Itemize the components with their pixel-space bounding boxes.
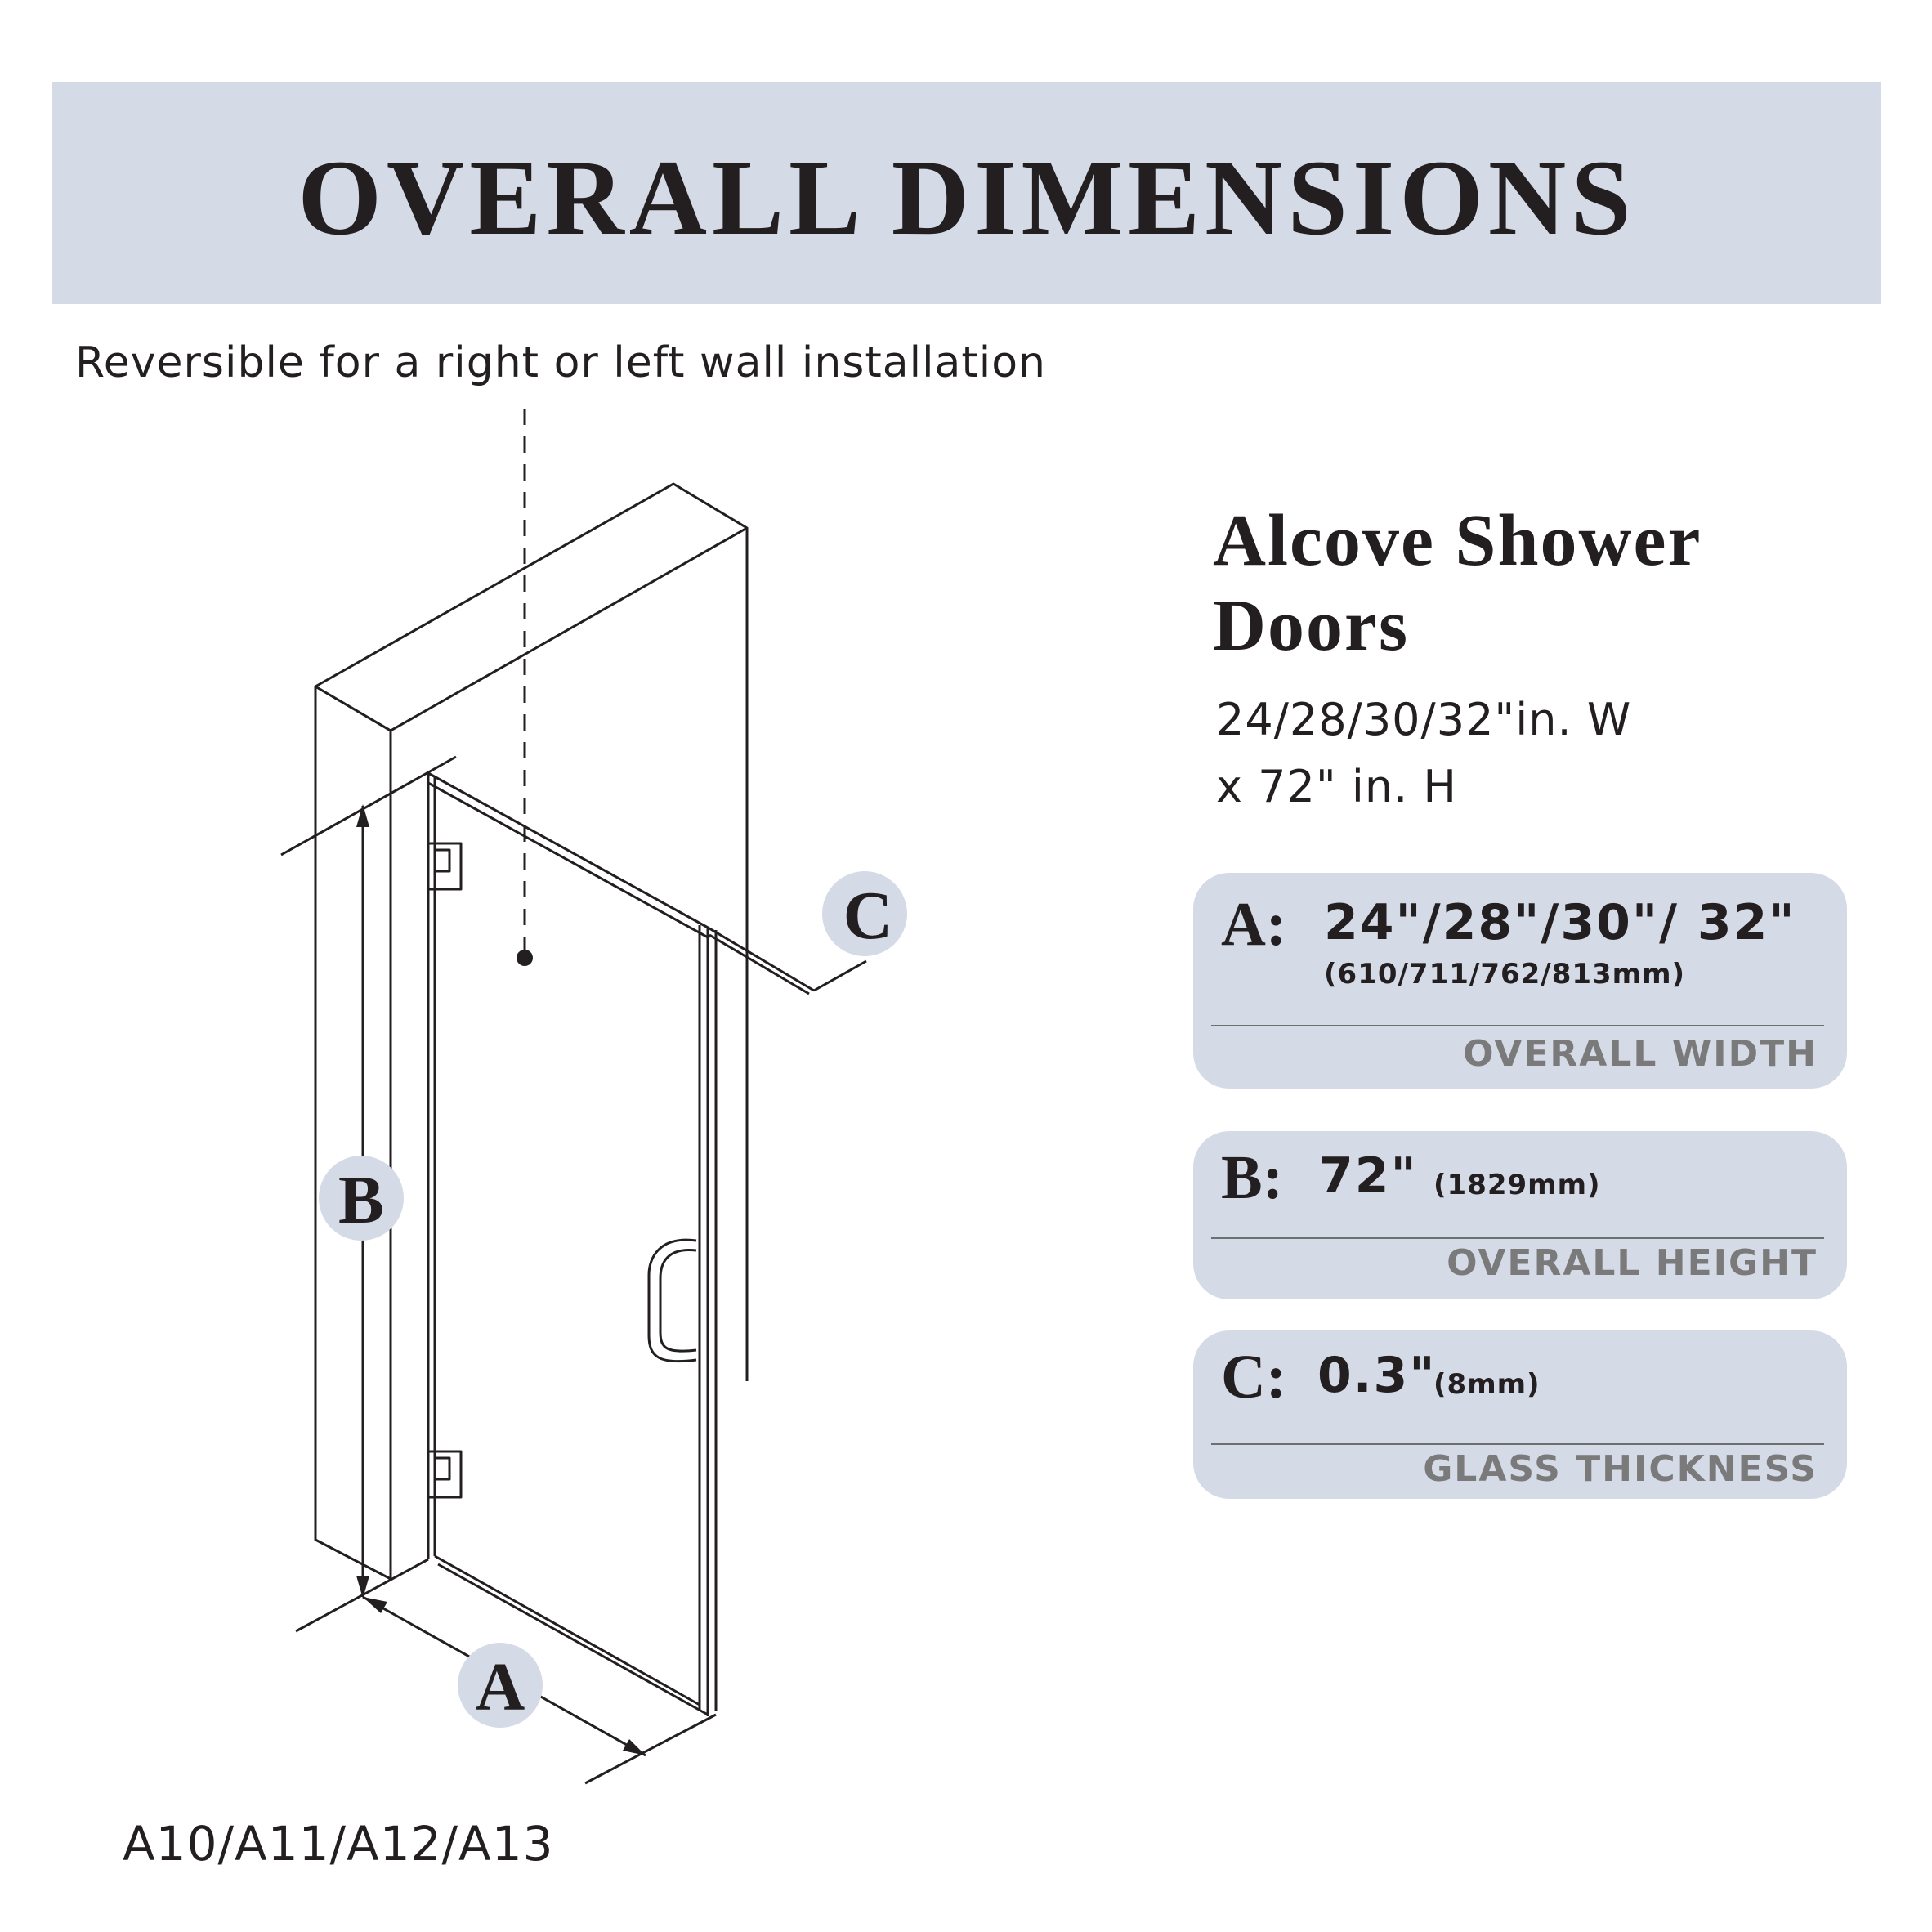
top-hinge-inner: [435, 850, 449, 871]
spec-letter: B:: [1221, 1143, 1283, 1212]
product-size: [1216, 686, 1631, 821]
dim-a-arrow-right: [623, 1739, 646, 1755]
spec-metric: (1829mm): [1433, 1169, 1601, 1201]
spec-caption: OVERALL WIDTH: [1463, 1033, 1818, 1075]
spec-card-width: [1193, 873, 1847, 1089]
spec-letter: C:: [1221, 1343, 1287, 1411]
spec-card-thickness: [1193, 1330, 1847, 1499]
glass-top-edge: [709, 928, 814, 991]
label-a: A: [475, 1649, 525, 1725]
spec-divider: [1211, 1025, 1824, 1026]
spec-value: 72": [1319, 1147, 1418, 1205]
reversible-note: Reversible for a right or left wall installation: [75, 338, 1046, 387]
spec-metric: (8mm): [1433, 1368, 1541, 1401]
spec-card-height: [1193, 1131, 1847, 1299]
spec-letter: A:: [1221, 890, 1287, 959]
bottom-hinge-inner: [435, 1458, 449, 1479]
door-handle: [649, 1240, 696, 1362]
product-title: Alcove Shower Doors: [1213, 500, 1701, 666]
spec-value: 24"/28"/30"/ 32": [1324, 894, 1796, 951]
wall-front-face: [315, 686, 391, 1579]
note-leader-dot: [517, 950, 533, 966]
frame-top: [428, 773, 709, 928]
product-size-height: x 72" in. H: [1216, 761, 1458, 812]
label-c: C: [843, 878, 893, 954]
page-title: OVERALL DIMENSIONS: [297, 136, 1636, 257]
dim-a-arrow-left: [363, 1597, 387, 1613]
spec-caption: GLASS THICKNESS: [1423, 1448, 1818, 1490]
door-handle-inner: [660, 1250, 696, 1351]
spec-divider: [1211, 1237, 1824, 1239]
dim-b-arrow-bottom: [356, 1576, 369, 1599]
spec-caption: OVERALL HEIGHT: [1447, 1242, 1818, 1284]
spec-metric: (610/711/762/813mm): [1324, 958, 1686, 991]
label-b: B: [338, 1162, 385, 1238]
wall-top-face: [315, 484, 747, 731]
frame-top-inner: [428, 783, 709, 938]
glass-top-edge-2: [709, 935, 809, 994]
spec-value: 0.3": [1317, 1347, 1437, 1404]
dim-a-ext-right: [585, 1715, 716, 1783]
product-size-width: 24/28/30/32"in. W: [1216, 694, 1632, 745]
spec-divider: [1211, 1443, 1824, 1445]
dim-c-leader: [814, 961, 866, 991]
model-numbers: A10/A11/A12/A13: [123, 1816, 554, 1872]
